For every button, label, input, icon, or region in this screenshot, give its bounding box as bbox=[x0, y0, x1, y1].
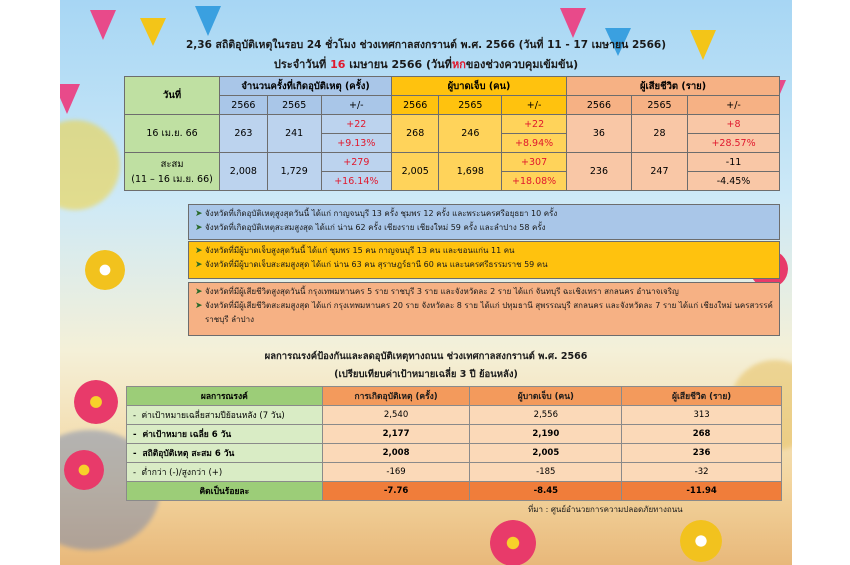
flower-decoration bbox=[490, 520, 536, 565]
col-header-accidents: จำนวนครั้งที่เกิดอุบัติเหตุ (ครั้ง) bbox=[220, 77, 392, 96]
list-item: ➤ จังหวัดที่มีผู้เสียชีวิตสะสมสูงสุด ได้แก่ กรุงเทพมหานคร 20 ราย จังหวัดละ 8 ราย ได้แก่ ปทุมธานี สุพรรณบุรี สกลนคร และจังหวัดละ 7 ราย ได้แก่ เชียงใหม่ นครสวรรค์ ราชบุรี ลำปาง bbox=[195, 301, 773, 324]
flower-decoration bbox=[64, 450, 104, 490]
table-subheader-row: 2566 2565 +/- 2566 2565 +/- 2566 2565 +/- bbox=[125, 96, 780, 115]
table-row: - สถิติอุบัติเหตุ สะสม 6 วัน 2,008 2,005 236 bbox=[127, 444, 782, 463]
arrow-bullet-icon: ➤ bbox=[195, 301, 203, 311]
table-header-row: ผลการณรงค์ การเกิดอุบัติเหตุ (ครั้ง) ผู้บาดเจ็บ (คน) ผู้เสียชีวิต (ราย) bbox=[127, 387, 782, 406]
flower-decoration bbox=[85, 250, 125, 290]
col-header-day: วันที่ bbox=[125, 77, 220, 115]
list-item: ➤ จังหวัดที่มีผู้บาดเจ็บสูงสุดวันนี้ ได้แก่ ชุมพร 15 คน กาญจนบุรี 13 คน และขอนแก่น 11 คน bbox=[195, 246, 515, 256]
table-row: สะสม (11 – 16 เม.ย. 66) 2,008 1,729 +279 2,005 1,698 +307 236 247 -11 bbox=[125, 153, 780, 172]
injury-notes bbox=[188, 241, 780, 279]
blurred-circle-decoration bbox=[60, 120, 120, 210]
arrow-bullet-icon: ➤ bbox=[195, 287, 203, 297]
campaign-subtitle: (เปรียบเทียบค่าเป้าหมายเฉลี่ย 3 ปี ย้อนหลัง) bbox=[334, 369, 518, 380]
flower-decoration bbox=[680, 520, 722, 562]
arrow-bullet-icon: ➤ bbox=[195, 223, 203, 233]
table-total-row: คิดเป็นร้อยละ -7.76 -8.45 -11.94 bbox=[127, 482, 782, 501]
arrow-bullet-icon: ➤ bbox=[195, 246, 203, 256]
highlight-day: 16 bbox=[330, 58, 346, 71]
table-header-row bbox=[125, 77, 780, 96]
daily-stats-table bbox=[124, 76, 780, 191]
table-row: +16.14% +18.08% -4.45% bbox=[125, 172, 780, 191]
infographic-canvas bbox=[60, 0, 792, 565]
list-item: ➤ จังหวัดที่มีผู้เสียชีวิตสูงสุดวันนี้ กรุงเทพมหานคร 5 ราย ราชบุรี 3 ราย และจังหวัดละ 2 ราย ได้แก่ จันทบุรี ฉะเชิงเทรา สกลนคร อำนาจเจริญ bbox=[195, 287, 679, 297]
campaign-results-table bbox=[126, 386, 782, 501]
bunting-flag-decoration bbox=[195, 6, 221, 36]
arrow-bullet-icon: ➤ bbox=[195, 209, 203, 219]
table-row: 16 เม.ย. 66 263 241 +22 268 246 +22 36 28 +8 bbox=[125, 115, 780, 134]
table-row: - ต่ำกว่า (-)/สูงกว่า (+) -169 -185 -32 bbox=[127, 463, 782, 482]
list-item: ➤ จังหวัดที่มีผู้บาดเจ็บสะสมสูงสุด ได้แก่ น่าน 63 คน สุราษฎร์ธานี 60 คน และนครศรีธรรมราช 59 คน bbox=[195, 260, 548, 270]
flower-decoration bbox=[74, 380, 118, 424]
death-notes bbox=[188, 282, 780, 336]
highlight-day-word: หก bbox=[451, 58, 466, 71]
list-item: ➤ จังหวัดที่เกิดอุบัติเหตุสะสมสูงสุด ได้แก่ น่าน 62 ครั้ง เชียงราย เชียงใหม่ 59 ครั้ง และลำปาง 58 ครั้ง bbox=[195, 223, 546, 233]
arrow-bullet-icon: ➤ bbox=[195, 260, 203, 270]
bunting-flag-decoration bbox=[60, 84, 80, 114]
col-header-injured: ผู้บาดเจ็บ (คน) bbox=[391, 77, 566, 96]
source-credit: ที่มา : ศูนย์อำนวยการความปลอดภัยทางถนน bbox=[528, 505, 683, 514]
table-row: - ค่าเป้าหมาย เฉลี่ย 6 วัน 2,177 2,190 268 bbox=[127, 425, 782, 444]
accident-notes bbox=[188, 204, 780, 240]
page-subtitle: ประจำวันที่ 16 เมษายน 2566 (วันที่หกของช่วงควบคุมเข้มข้น) bbox=[273, 58, 579, 71]
col-header-deaths: ผู้เสียชีวิต (ราย) bbox=[567, 77, 780, 96]
campaign-title: ผลการณรงค์ป้องกันและลดอุบัติเหตุทางถนน ช่วงเทศกาลสงกรานต์ พ.ศ. 2566 bbox=[264, 351, 588, 362]
list-item: ➤ จังหวัดที่เกิดอุบัติเหตุสูงสุดวันนี้ ได้แก่ กาญจนบุรี 13 ครั้ง ชุมพร 12 ครั้ง และพระนครศรีอยุธยา 10 ครั้ง bbox=[195, 209, 558, 219]
bunting-flag-decoration bbox=[560, 8, 586, 38]
page-title: 2,36 สถิติอุบัติเหตุในรอบ 24 ชั่วโมง ช่วงเทศกาลสงกรานต์ พ.ศ. 2566 (วันที่ 11 - 17 เมษายน 2566) bbox=[186, 39, 666, 51]
table-row: +9.13% +8.94% +28.57% bbox=[125, 134, 780, 153]
table-row: - ค่าเป้าหมายเฉลี่ยสามปีย้อนหลัง (7 วัน) 2,540 2,556 313 bbox=[127, 406, 782, 425]
